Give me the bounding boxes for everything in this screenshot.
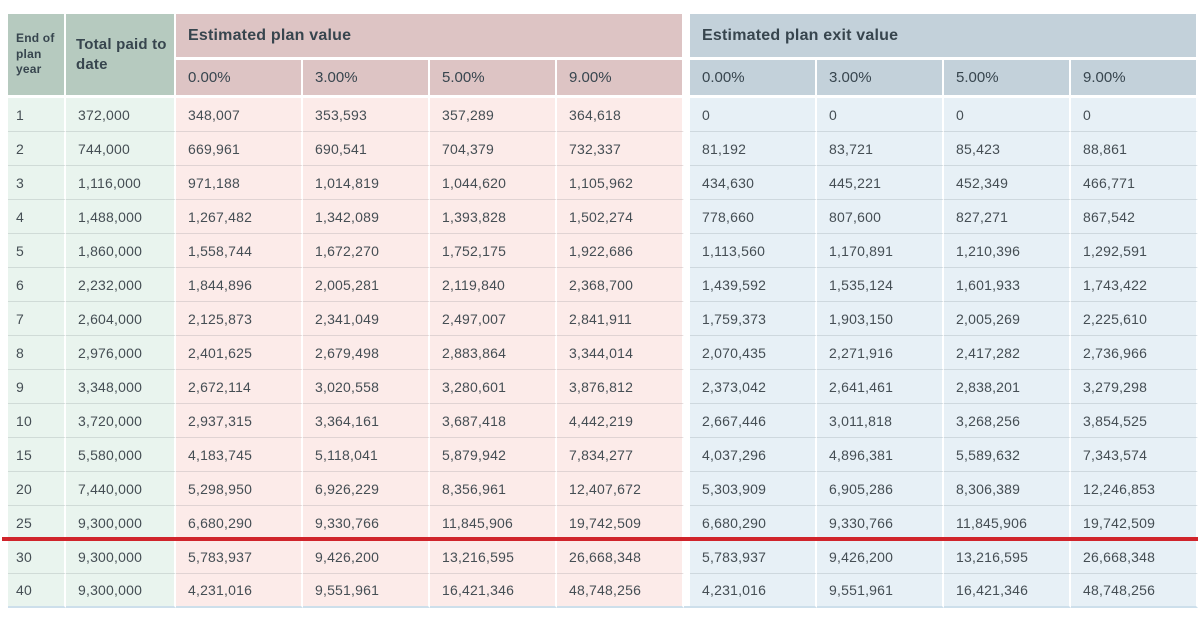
exit-value-cell-2: 2,417,282: [944, 336, 1071, 370]
exit-value-rate-header-3: 9.00%: [1071, 60, 1198, 98]
exit-value-cell-0: 4,231,016: [690, 574, 817, 608]
plan-value-cell-3: 3,344,014: [557, 336, 684, 370]
exit-value-cell-0: 2,070,435: [690, 336, 817, 370]
exit-value-cell-3: 3,279,298: [1071, 370, 1198, 404]
plan-value-cell-2: 704,379: [430, 132, 557, 166]
total-paid-cell: 744,000: [66, 132, 176, 166]
exit-value-cell-1: 3,011,818: [817, 404, 944, 438]
year-cell: 30: [8, 540, 66, 574]
total-paid-cell: 9,300,000: [66, 540, 176, 574]
exit-value-cell-3: 466,771: [1071, 166, 1198, 200]
exit-value-cell-2: 16,421,346: [944, 574, 1071, 608]
plan-value-cell-1: 2,341,049: [303, 302, 430, 336]
exit-value-cell-0: 2,373,042: [690, 370, 817, 404]
plan-value-cell-1: 9,551,961: [303, 574, 430, 608]
exit-value-cell-0: 0: [690, 98, 817, 132]
plan-value-cell-1: 1,342,089: [303, 200, 430, 234]
exit-value-cell-3: 1,743,422: [1071, 268, 1198, 302]
exit-value-cell-3: 88,861: [1071, 132, 1198, 166]
total-paid-cell: 3,348,000: [66, 370, 176, 404]
exit-value-cell-1: 807,600: [817, 200, 944, 234]
plan-value-cell-2: 8,356,961: [430, 472, 557, 506]
year-cell: 10: [8, 404, 66, 438]
exit-value-cell-3: 2,225,610: [1071, 302, 1198, 336]
plan-value-cell-2: 3,687,418: [430, 404, 557, 438]
plan-value-cell-3: 364,618: [557, 98, 684, 132]
group-header-row: [8, 14, 1198, 60]
exit-value-cell-0: 1,759,373: [690, 302, 817, 336]
plan-value-cell-1: 3,020,558: [303, 370, 430, 404]
milestone-line: [2, 537, 1198, 541]
exit-value-cell-2: 2,838,201: [944, 370, 1071, 404]
table-row-year-40: [8, 574, 1198, 608]
exit-value-cell-2: 8,306,389: [944, 472, 1071, 506]
year-cell: 6: [8, 268, 66, 302]
col-header-end-of-plan-year: End of plan year: [8, 14, 66, 98]
year-cell: 20: [8, 472, 66, 506]
plan-value-cell-2: 16,421,346: [430, 574, 557, 608]
exit-value-cell-0: 5,303,909: [690, 472, 817, 506]
plan-value-cell-0: 6,680,290: [176, 506, 303, 540]
year-cell: 3: [8, 166, 66, 200]
plan-value-cell-0: 4,183,745: [176, 438, 303, 472]
year-cell: 7: [8, 302, 66, 336]
exit-value-cell-1: 4,896,381: [817, 438, 944, 472]
exit-value-cell-1: 6,905,286: [817, 472, 944, 506]
table-row-year-5: [8, 234, 1198, 268]
col-header-total-paid-to-date: Total paid to date: [66, 14, 176, 98]
exit-value-cell-2: 3,268,256: [944, 404, 1071, 438]
table-row-year-1: [8, 98, 1198, 132]
exit-value-cell-3: 48,748,256: [1071, 574, 1198, 608]
exit-value-cell-0: 1,113,560: [690, 234, 817, 268]
plan-value-rate-header-1: 3.00%: [303, 60, 430, 98]
exit-value-cell-1: 9,426,200: [817, 540, 944, 574]
plan-value-cell-0: 1,558,744: [176, 234, 303, 268]
plan-value-cell-1: 690,541: [303, 132, 430, 166]
year-cell: 1: [8, 98, 66, 132]
exit-value-cell-0: 434,630: [690, 166, 817, 200]
plan-value-cell-3: 2,368,700: [557, 268, 684, 302]
plan-value-cell-3: 4,442,219: [557, 404, 684, 438]
plan-value-cell-1: 1,672,270: [303, 234, 430, 268]
total-paid-cell: 2,604,000: [66, 302, 176, 336]
plan-value-cell-0: 2,125,873: [176, 302, 303, 336]
exit-value-cell-2: 13,216,595: [944, 540, 1071, 574]
plan-value-cell-0: 4,231,016: [176, 574, 303, 608]
exit-value-cell-3: 26,668,348: [1071, 540, 1198, 574]
exit-value-cell-2: 0: [944, 98, 1071, 132]
exit-value-cell-3: 0: [1071, 98, 1198, 132]
table-row-year-15: [8, 438, 1198, 472]
exit-value-cell-2: 1,210,396: [944, 234, 1071, 268]
table-body: [8, 98, 1198, 608]
year-cell: 8: [8, 336, 66, 370]
table-row-year-20: [8, 472, 1198, 506]
plan-value-cell-3: 3,876,812: [557, 370, 684, 404]
exit-value-cell-1: 1,535,124: [817, 268, 944, 302]
plan-value-cell-3: 7,834,277: [557, 438, 684, 472]
plan-value-table: [8, 14, 1198, 608]
table-row-year-30: [8, 540, 1198, 574]
exit-value-rate-header-0: 0.00%: [690, 60, 817, 98]
year-cell: 5: [8, 234, 66, 268]
plan-value-cell-3: 1,502,274: [557, 200, 684, 234]
plan-value-cell-1: 353,593: [303, 98, 430, 132]
year-cell: 2: [8, 132, 66, 166]
plan-value-cell-2: 2,883,864: [430, 336, 557, 370]
plan-value-cell-1: 3,364,161: [303, 404, 430, 438]
plan-value-cell-1: 2,005,281: [303, 268, 430, 302]
exit-value-cell-3: 7,343,574: [1071, 438, 1198, 472]
plan-value-cell-1: 2,679,498: [303, 336, 430, 370]
plan-value-cell-2: 5,879,942: [430, 438, 557, 472]
rate-header-row: [8, 60, 1198, 98]
plan-value-cell-3: 1,105,962: [557, 166, 684, 200]
plan-value-rate-header-2: 5.00%: [430, 60, 557, 98]
exit-value-cell-3: 12,246,853: [1071, 472, 1198, 506]
year-cell: 15: [8, 438, 66, 472]
total-paid-cell: 372,000: [66, 98, 176, 132]
plan-value-cell-2: 11,845,906: [430, 506, 557, 540]
table-row-year-4: [8, 200, 1198, 234]
plan-value-rate-header-0: 0.00%: [176, 60, 303, 98]
table-row-year-3: [8, 166, 1198, 200]
exit-value-cell-1: 0: [817, 98, 944, 132]
plan-value-cell-0: 971,188: [176, 166, 303, 200]
total-paid-cell: 2,232,000: [66, 268, 176, 302]
plan-value-cell-0: 348,007: [176, 98, 303, 132]
exit-value-cell-1: 445,221: [817, 166, 944, 200]
plan-value-cell-1: 9,426,200: [303, 540, 430, 574]
exit-value-cell-3: 2,736,966: [1071, 336, 1198, 370]
plan-value-cell-2: 1,393,828: [430, 200, 557, 234]
plan-value-cell-0: 2,672,114: [176, 370, 303, 404]
plan-value-cell-2: 1,044,620: [430, 166, 557, 200]
exit-value-cell-1: 83,721: [817, 132, 944, 166]
table-row-year-10: [8, 404, 1198, 438]
plan-value-cell-3: 2,841,911: [557, 302, 684, 336]
exit-value-cell-0: 1,439,592: [690, 268, 817, 302]
table-row-year-7: [8, 302, 1198, 336]
exit-value-cell-0: 81,192: [690, 132, 817, 166]
exit-value-rate-header-2: 5.00%: [944, 60, 1071, 98]
table-row-year-6: [8, 268, 1198, 302]
exit-value-cell-2: 452,349: [944, 166, 1071, 200]
exit-value-cell-0: 6,680,290: [690, 506, 817, 540]
plan-value-cell-3: 12,407,672: [557, 472, 684, 506]
exit-value-cell-1: 9,551,961: [817, 574, 944, 608]
plan-value-cell-3: 19,742,509: [557, 506, 684, 540]
plan-value-cell-3: 48,748,256: [557, 574, 684, 608]
exit-value-cell-3: 1,292,591: [1071, 234, 1198, 268]
total-paid-cell: 9,300,000: [66, 574, 176, 608]
exit-value-cell-3: 867,542: [1071, 200, 1198, 234]
plan-value-cell-0: 669,961: [176, 132, 303, 166]
plan-value-cell-3: 1,922,686: [557, 234, 684, 268]
exit-value-cell-2: 5,589,632: [944, 438, 1071, 472]
total-paid-cell: 9,300,000: [66, 506, 176, 540]
total-paid-cell: 1,488,000: [66, 200, 176, 234]
exit-value-cell-2: 827,271: [944, 200, 1071, 234]
plan-value-cell-1: 9,330,766: [303, 506, 430, 540]
plan-value-cell-0: 2,937,315: [176, 404, 303, 438]
exit-value-cell-1: 2,271,916: [817, 336, 944, 370]
exit-value-cell-1: 1,903,150: [817, 302, 944, 336]
total-paid-cell: 7,440,000: [66, 472, 176, 506]
table-row-year-2: [8, 132, 1198, 166]
exit-value-cell-1: 2,641,461: [817, 370, 944, 404]
total-paid-cell: 1,860,000: [66, 234, 176, 268]
plan-value-cell-1: 5,118,041: [303, 438, 430, 472]
exit-value-cell-0: 2,667,446: [690, 404, 817, 438]
plan-value-cell-1: 6,926,229: [303, 472, 430, 506]
year-cell: 25: [8, 506, 66, 540]
plan-value-cell-2: 2,119,840: [430, 268, 557, 302]
table-row-year-9: [8, 370, 1198, 404]
year-cell: 9: [8, 370, 66, 404]
plan-value-cell-0: 1,267,482: [176, 200, 303, 234]
plan-value-cell-0: 5,783,937: [176, 540, 303, 574]
plan-value-cell-0: 2,401,625: [176, 336, 303, 370]
table-row-year-25: [8, 506, 1198, 540]
exit-value-cell-1: 9,330,766: [817, 506, 944, 540]
plan-value-cell-2: 2,497,007: [430, 302, 557, 336]
plan-value-rate-header-3: 9.00%: [557, 60, 684, 98]
plan-value-cell-2: 1,752,175: [430, 234, 557, 268]
plan-value-cell-1: 1,014,819: [303, 166, 430, 200]
exit-value-cell-0: 4,037,296: [690, 438, 817, 472]
exit-value-cell-2: 2,005,269: [944, 302, 1071, 336]
exit-value-rate-header-1: 3.00%: [817, 60, 944, 98]
plan-value-cell-3: 732,337: [557, 132, 684, 166]
exit-value-cell-2: 85,423: [944, 132, 1071, 166]
exit-value-cell-3: 3,854,525: [1071, 404, 1198, 438]
group-header-estimated-plan-value: Estimated plan value: [176, 14, 684, 60]
total-paid-cell: 3,720,000: [66, 404, 176, 438]
exit-value-cell-2: 11,845,906: [944, 506, 1071, 540]
exit-value-cell-0: 5,783,937: [690, 540, 817, 574]
total-paid-cell: 1,116,000: [66, 166, 176, 200]
exit-value-cell-2: 1,601,933: [944, 268, 1071, 302]
total-paid-cell: 2,976,000: [66, 336, 176, 370]
plan-value-cell-2: 3,280,601: [430, 370, 557, 404]
group-header-estimated-plan-exit-value: Estimated plan exit value: [690, 14, 1198, 60]
plan-value-cell-0: 1,844,896: [176, 268, 303, 302]
plan-value-cell-0: 5,298,950: [176, 472, 303, 506]
total-paid-cell: 5,580,000: [66, 438, 176, 472]
exit-value-cell-0: 778,660: [690, 200, 817, 234]
plan-value-cell-2: 357,289: [430, 98, 557, 132]
table-row-year-8: [8, 336, 1198, 370]
plan-value-cell-2: 13,216,595: [430, 540, 557, 574]
year-cell: 4: [8, 200, 66, 234]
plan-value-table-canvas: [8, 14, 1198, 608]
exit-value-cell-3: 19,742,509: [1071, 506, 1198, 540]
year-cell: 40: [8, 574, 66, 608]
plan-value-cell-3: 26,668,348: [557, 540, 684, 574]
exit-value-cell-1: 1,170,891: [817, 234, 944, 268]
